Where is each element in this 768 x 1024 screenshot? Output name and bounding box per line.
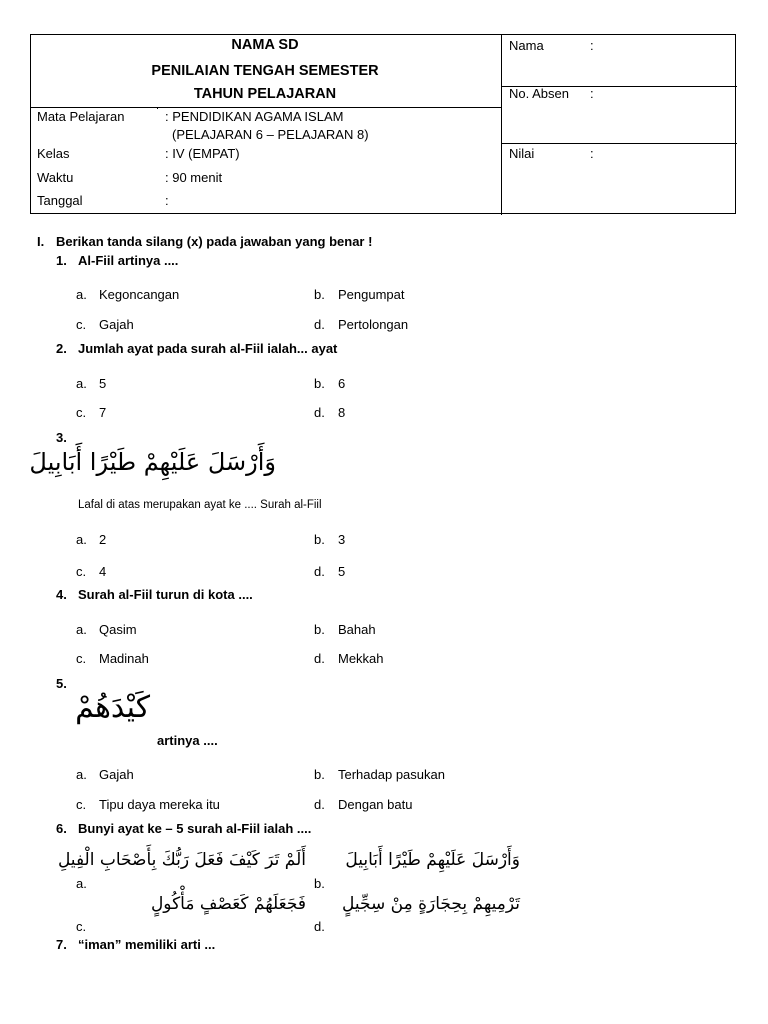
field-value-time: : 90 menit [165, 170, 223, 185]
option-text[interactable]: Bahah [338, 622, 376, 637]
arabic-word: كَيْدَهُمْ [75, 690, 150, 725]
field-value-subject-detail: (PELAJARAN 6 – PELAJARAN 8) [172, 127, 369, 142]
option-letter: c. [76, 919, 87, 934]
option-text[interactable]: Tipu daya mereka itu [99, 797, 220, 812]
option-text[interactable]: 5 [338, 564, 346, 579]
option-letter: d. [314, 651, 325, 666]
header-table [30, 34, 736, 214]
question-caption: Lafal di atas merupakan ayat ke .... Surah al-Fiil [78, 499, 322, 511]
option-letter: d. [314, 919, 325, 934]
field-label-class: Kelas [37, 146, 70, 161]
header-tick [157, 107, 158, 109]
question-number: 7. [56, 937, 67, 952]
option-letter: d. [314, 405, 325, 420]
option-text[interactable]: Dengan batu [338, 797, 413, 812]
option-letter: b. [314, 287, 325, 302]
option-letter: c. [76, 797, 87, 812]
question-number: 5. [56, 676, 67, 691]
option-letter: a. [76, 287, 87, 302]
option-letter: d. [314, 317, 325, 332]
header-rule [501, 143, 737, 144]
option-letter: a. [76, 767, 87, 782]
question-text: Bunyi ayat ke – 5 surah al-Fiil ialah .... [78, 821, 312, 836]
option-text[interactable]: 5 [99, 376, 107, 391]
option-text[interactable]: Madinah [99, 651, 149, 666]
question-caption: artinya .... [157, 733, 218, 748]
question-text: Al-Fiil artinya .... [78, 253, 179, 268]
question-number: 2. [56, 341, 67, 356]
academic-year: TAHUN PELAJARAN [193, 86, 337, 102]
field-label-subject: Mata Pelajaran [37, 109, 125, 124]
option-arabic[interactable]: أَلَمْ تَرَ كَيْفَ فَعَلَ رَبُّكَ بِأَصْحَابِ الْفِيلِ [57, 850, 306, 870]
exam-title: PENILAIAN TENGAH SEMESTER [151, 63, 379, 79]
option-text[interactable]: 8 [338, 405, 346, 420]
question-number: 4. [56, 587, 67, 602]
option-letter: a. [76, 622, 87, 637]
option-text[interactable]: Kegoncangan [99, 287, 180, 302]
field-value-class: : IV (EMPAT) [165, 146, 240, 161]
option-text[interactable]: 3 [338, 532, 346, 547]
option-letter: c. [76, 564, 87, 579]
arabic-verse: وَأَرْسَلَ عَلَيْهِمْ طَيْرًا أَبَابِيلَ [29, 448, 276, 476]
option-text[interactable]: Mekkah [338, 651, 384, 666]
option-letter: b. [314, 376, 325, 391]
question-text: Jumlah ayat pada surah al-Fiil ialah... ayat [78, 341, 338, 356]
option-text[interactable]: 2 [99, 532, 107, 547]
option-text[interactable]: Pertolongan [338, 317, 409, 332]
option-arabic[interactable]: وَأَرْسَلَ عَلَيْهِمْ طَيْرًا أَبَابِيلَ [345, 850, 520, 870]
option-text[interactable]: Qasim [99, 622, 137, 637]
option-letter: a. [76, 876, 87, 891]
option-letter: d. [314, 797, 325, 812]
option-text[interactable]: 4 [99, 564, 107, 579]
label-score: Nilai [509, 146, 535, 161]
question-number: 1. [56, 253, 67, 268]
question-number: 6. [56, 821, 67, 836]
option-text[interactable]: Gajah [99, 317, 134, 332]
label-name: Nama [509, 38, 544, 53]
field-label-time: Waktu [37, 170, 74, 185]
field-value-subject: : PENDIDIKAN AGAMA ISLAM [165, 109, 344, 124]
field-value-date: : [165, 193, 169, 208]
colon-name: : [590, 38, 594, 53]
option-letter: b. [314, 876, 325, 891]
option-letter: c. [76, 317, 87, 332]
section-instruction: Berikan tanda silang (x) pada jawaban yang benar ! [56, 234, 373, 249]
option-letter: b. [314, 532, 325, 547]
option-letter: c. [76, 651, 87, 666]
colon-score: : [590, 146, 594, 161]
header-divider [501, 35, 502, 215]
option-letter: b. [314, 767, 325, 782]
option-text[interactable]: Terhadap pasukan [338, 767, 445, 782]
field-label-date: Tanggal [37, 193, 83, 208]
option-arabic[interactable]: فَجَعَلَهُمْ كَعَصْفٍ مَأْكُولٍ [150, 894, 306, 914]
option-text[interactable]: Pengumpat [338, 287, 405, 302]
question-number: 3. [56, 430, 67, 445]
option-letter: c. [76, 405, 87, 420]
option-letter: d. [314, 564, 325, 579]
header-rule [31, 107, 501, 108]
option-text[interactable]: 6 [338, 376, 346, 391]
option-text[interactable]: 7 [99, 405, 107, 420]
question-text: Surah al-Fiil turun di kota .... [78, 587, 253, 602]
question-text: “iman” memiliki arti ... [78, 937, 216, 952]
option-arabic[interactable]: تَرْمِيهِمْ بِحِجَارَةٍ مِنْ سِجِّيلٍ [342, 894, 520, 914]
option-letter: a. [76, 376, 87, 391]
label-absen: No. Absen [509, 86, 569, 101]
option-letter: a. [76, 532, 87, 547]
school-name: NAMA SD [231, 37, 299, 53]
option-text[interactable]: Gajah [99, 767, 134, 782]
option-letter: b. [314, 622, 325, 637]
section-number: I. [37, 234, 45, 249]
colon-absen: : [590, 86, 594, 101]
